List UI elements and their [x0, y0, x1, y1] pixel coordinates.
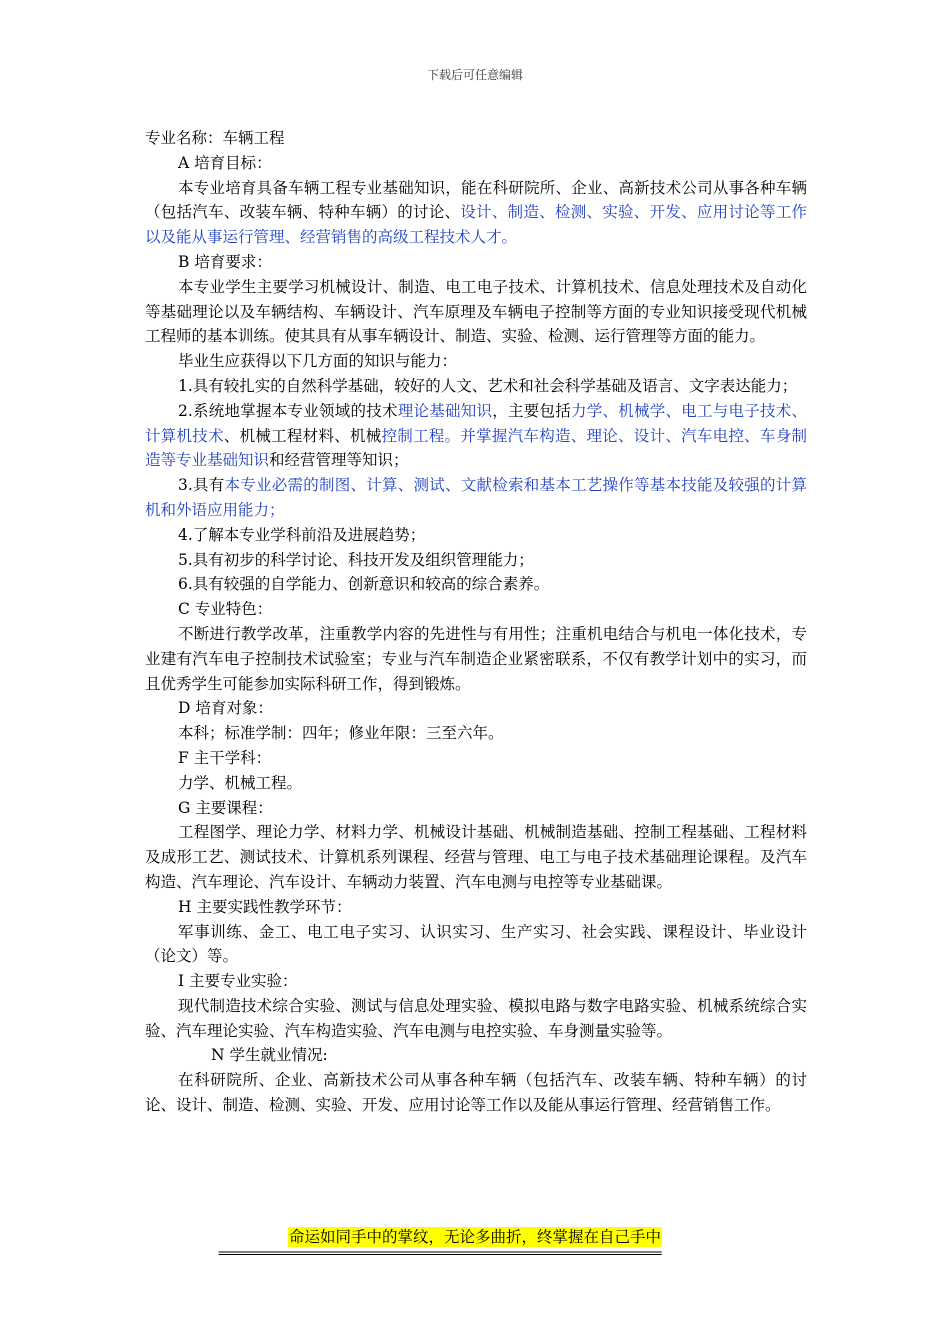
section-c-text: 不断进行教学改革，注重教学内容的先进性与有用性；注重机电结合与机电一体化技术，专业建有汽车电子控制技术试验室；专业与汽车制造企业紧密联系，不仅有教学计划中的实习，而且优秀学生可能参加实际科研工作，得到锻炼。 [145, 624, 807, 693]
section-b-intro: 毕业生应获得以下几方面的知识与能力： [178, 352, 458, 371]
doc-title: 专业名称：车辆工程 [145, 129, 285, 147]
footer-rule: ============================================================================== [218, 1246, 661, 1260]
section-g-heading: G 主要课程： [178, 798, 273, 817]
section-b-heading: B 培育要求： [178, 252, 272, 271]
footer-motto: 命运如同手中的掌纹，无论多曲折，终掌握在自己手中 [288, 1228, 661, 1246]
section-h-text: 军事训练、金工、电工电子实习、认识实习、生产实习、社会实践、课程设计、毕业设计（论文）等。 [145, 922, 807, 966]
document-body [145, 126, 807, 1118]
list-item-1: 1.具有较扎实的自然科学基础，较好的人文、艺术和社会科学基础及语言、文字表达能力； [178, 376, 798, 395]
section-i-heading: I 主要专业实验： [178, 972, 298, 991]
section-a-heading: A 培育目标： [178, 153, 272, 172]
section-f-text: 力学、机械工程。 [178, 773, 303, 792]
section-h-heading: H 主要实践性教学环节： [178, 897, 352, 916]
section-f-heading: F 主干学科： [178, 748, 272, 767]
list-item-2 [145, 399, 807, 473]
list-item-3-part-a: 3.具有 [178, 476, 225, 495]
list-item-2-part-d: 力学、机械学、电工与电子技术、计算机技术 [145, 401, 807, 445]
list-item-2-part-c: ，主要包括 [492, 401, 572, 420]
list-item-2-part-f: 控制工程。并掌握汽车构造、理论、设计、汽车电控、车身制造等专业基础知识 [145, 426, 807, 470]
section-i-text: 现代制造技术综合实验、测试与信息处理实验、模拟电路与数字电路实验、机械系统综合实验、汽车理论实验、汽车构造实验、汽车电测与电控实验、车身测量实验等。 [145, 996, 807, 1040]
section-a-text [145, 176, 807, 250]
list-item-2-part-e: 、机械工程材料、机械 [223, 426, 382, 445]
section-a-text-plain: 本专业培育具备车辆工程专业基础知识，能在科研院所、企业、高新技术公司从事各种车辆（包括汽车、改装车辆、特种车辆）的讨论、 [145, 178, 807, 222]
section-n-text: 在科研院所、企业、高新技术公司从事各种车辆（包括汽车、改装车辆、特种车辆）的讨论、设计、制造、检测、实验、开发、应用讨论等工作以及能从事运行管理、经营销售工作。 [145, 1071, 807, 1115]
section-n-heading: N 学生就业情况: [211, 1046, 328, 1065]
section-a-text-highlight: 设计、制造、检测、实验、开发、应用讨论等工作以及能从事运行管理、经营销售的高级工程技术人才。 [145, 203, 807, 247]
section-d-text: 本科；标准学制：四年；修业年限：三至六年。 [178, 724, 504, 743]
page-header-note: 下载后可任意编辑 [426, 68, 523, 82]
list-item-2-part-g: 和经营管理等知识； [269, 451, 409, 470]
list-item-2-part-a: 2.系统地掌握本专业领域的技术 [178, 401, 398, 420]
list-item-6: 6.具有较强的自学能力、创新意识和较高的综合素养。 [178, 575, 550, 594]
section-b-text: 本专业学生主要学习机械设计、制造、电工电子技术、计算机技术、信息处理技术及自动化等基础理论以及车辆结构、车辆设计、汽车原理及车辆电子控制等方面的专业知识接受现代机械工程师的基本训练。使其具有从事车辆设计、制造、实验、检测、运行管理等方面的能力。 [145, 277, 807, 346]
section-d-heading: D 培育对象： [178, 699, 273, 718]
section-c-heading: C 专业特色： [178, 600, 273, 619]
list-item-2-part-b: 理论基础知识 [397, 401, 493, 420]
list-item-5: 5.具有初步的科学讨论、科技开发及组织管理能力； [178, 550, 534, 569]
section-g-text: 工程图学、理论力学、材料力学、机械设计基础、机械制造基础、控制工程基础、工程材料及成形工艺、测试技术、计算机系列课程、经营与管理、电工与电子技术基础理论课程。及汽车构造、汽车理论、汽车设计、车辆动力装置、汽车电测与电控等专业基础课。 [145, 823, 807, 891]
list-item-4: 4.了解本专业学科前沿及进展趋势； [178, 525, 426, 544]
list-item-3-part-b: 本专业必需的制图、计算、测试、文献检索和基本工艺操作等基本技能及较强的计算机和外语应用能力； [145, 476, 807, 519]
footer [0, 1227, 950, 1247]
list-item-3 [145, 473, 807, 523]
